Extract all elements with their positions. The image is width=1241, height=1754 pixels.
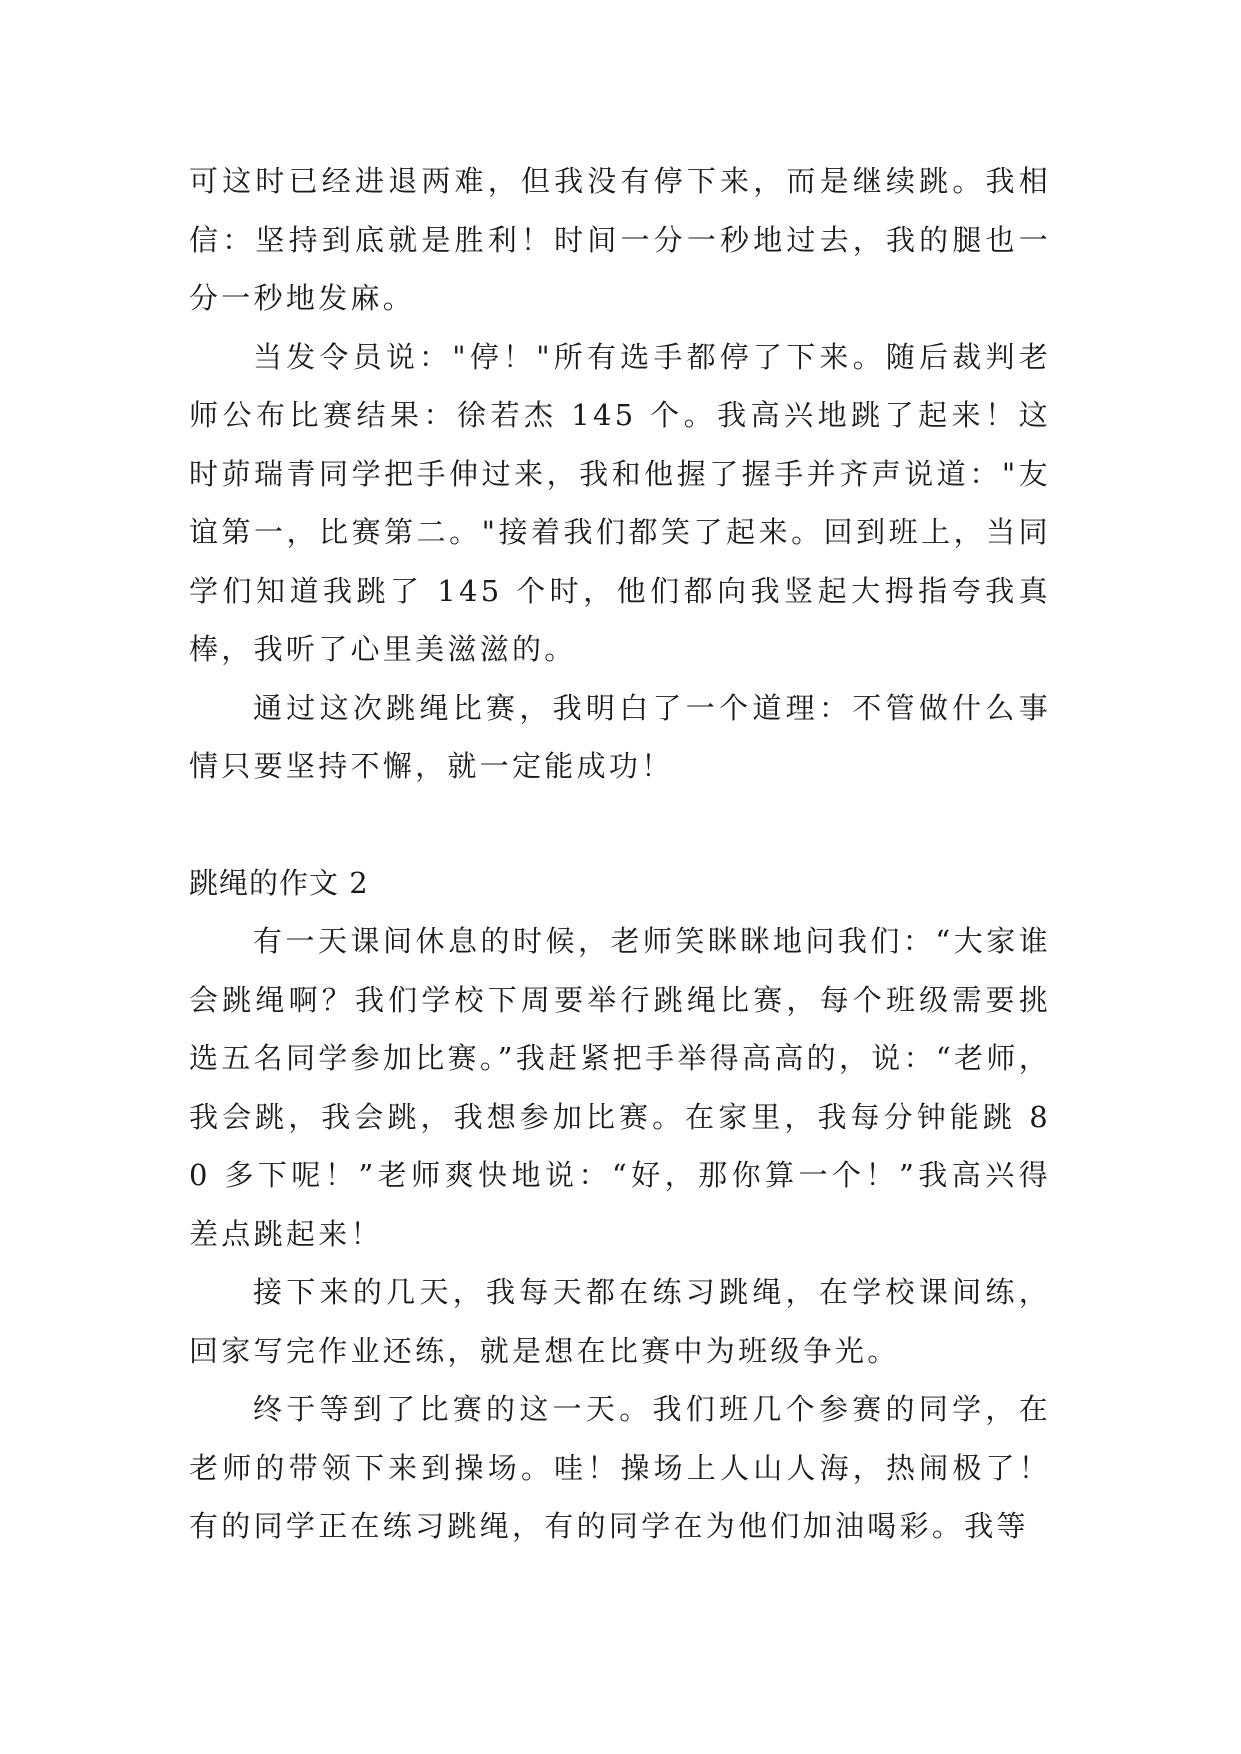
document-body — [189, 152, 1051, 1556]
section-heading: 跳绳的作文 2 — [189, 865, 369, 900]
paragraph-conclusion: 通过这次跳绳比赛，我明白了一个道理：不管做什么事情只要坚持不懈，就一定能成功！ — [189, 690, 1051, 783]
paragraph-result: 当发令员说："停！"所有选手都停了下来。随后裁判老师公布比赛结果：徐若杰 145 个。我高兴地跳了起来！这时茆瑞青同学把手伸过来，我和他握了握手并齐声说道："友谊第一，比赛第二。"接着我们都笑了起来。回到班上，当同学们知道我跳了 145 个时，他们都向我竖起大拇指夸我真棒，我听了心里美滋滋的。 — [189, 339, 1051, 666]
paragraph-continuation: 可这时已经进退两难，但我没有停下来，而是继续跳。我相信：坚持到底就是胜利！时间一分一秒地过去，我的腿也一分一秒地发麻。 — [189, 164, 1051, 315]
paragraph-intro: 有一天课间休息的时候，老师笑眯眯地问我们：“大家谁会跳绳啊？我们学校下周要举行跳绳比赛，每个班级需要挑选五名同学参加比赛。”我赶紧把手举得高高的，说：“老师，我会跳，我会跳，我想参加比赛。在家里，我每分钟能跳 80 多下呢！”老师爽快地说：“好，那你算一个！”我高兴得差点跳起来！ — [189, 924, 1051, 1251]
paragraph-competition-day: 终于等到了比赛的这一天。我们班几个参赛的同学，在老师的带领下来到操场。哇！操场上人山人海，热闹极了！有的同学正在练习跳绳，有的同学在为他们加油喝彩。我等 — [189, 1392, 1051, 1543]
paragraph-practice: 接下来的几天，我每天都在练习跳绳，在学校课间练，回家写完作业还练，就是想在比赛中为班级争光。 — [189, 1275, 1051, 1368]
